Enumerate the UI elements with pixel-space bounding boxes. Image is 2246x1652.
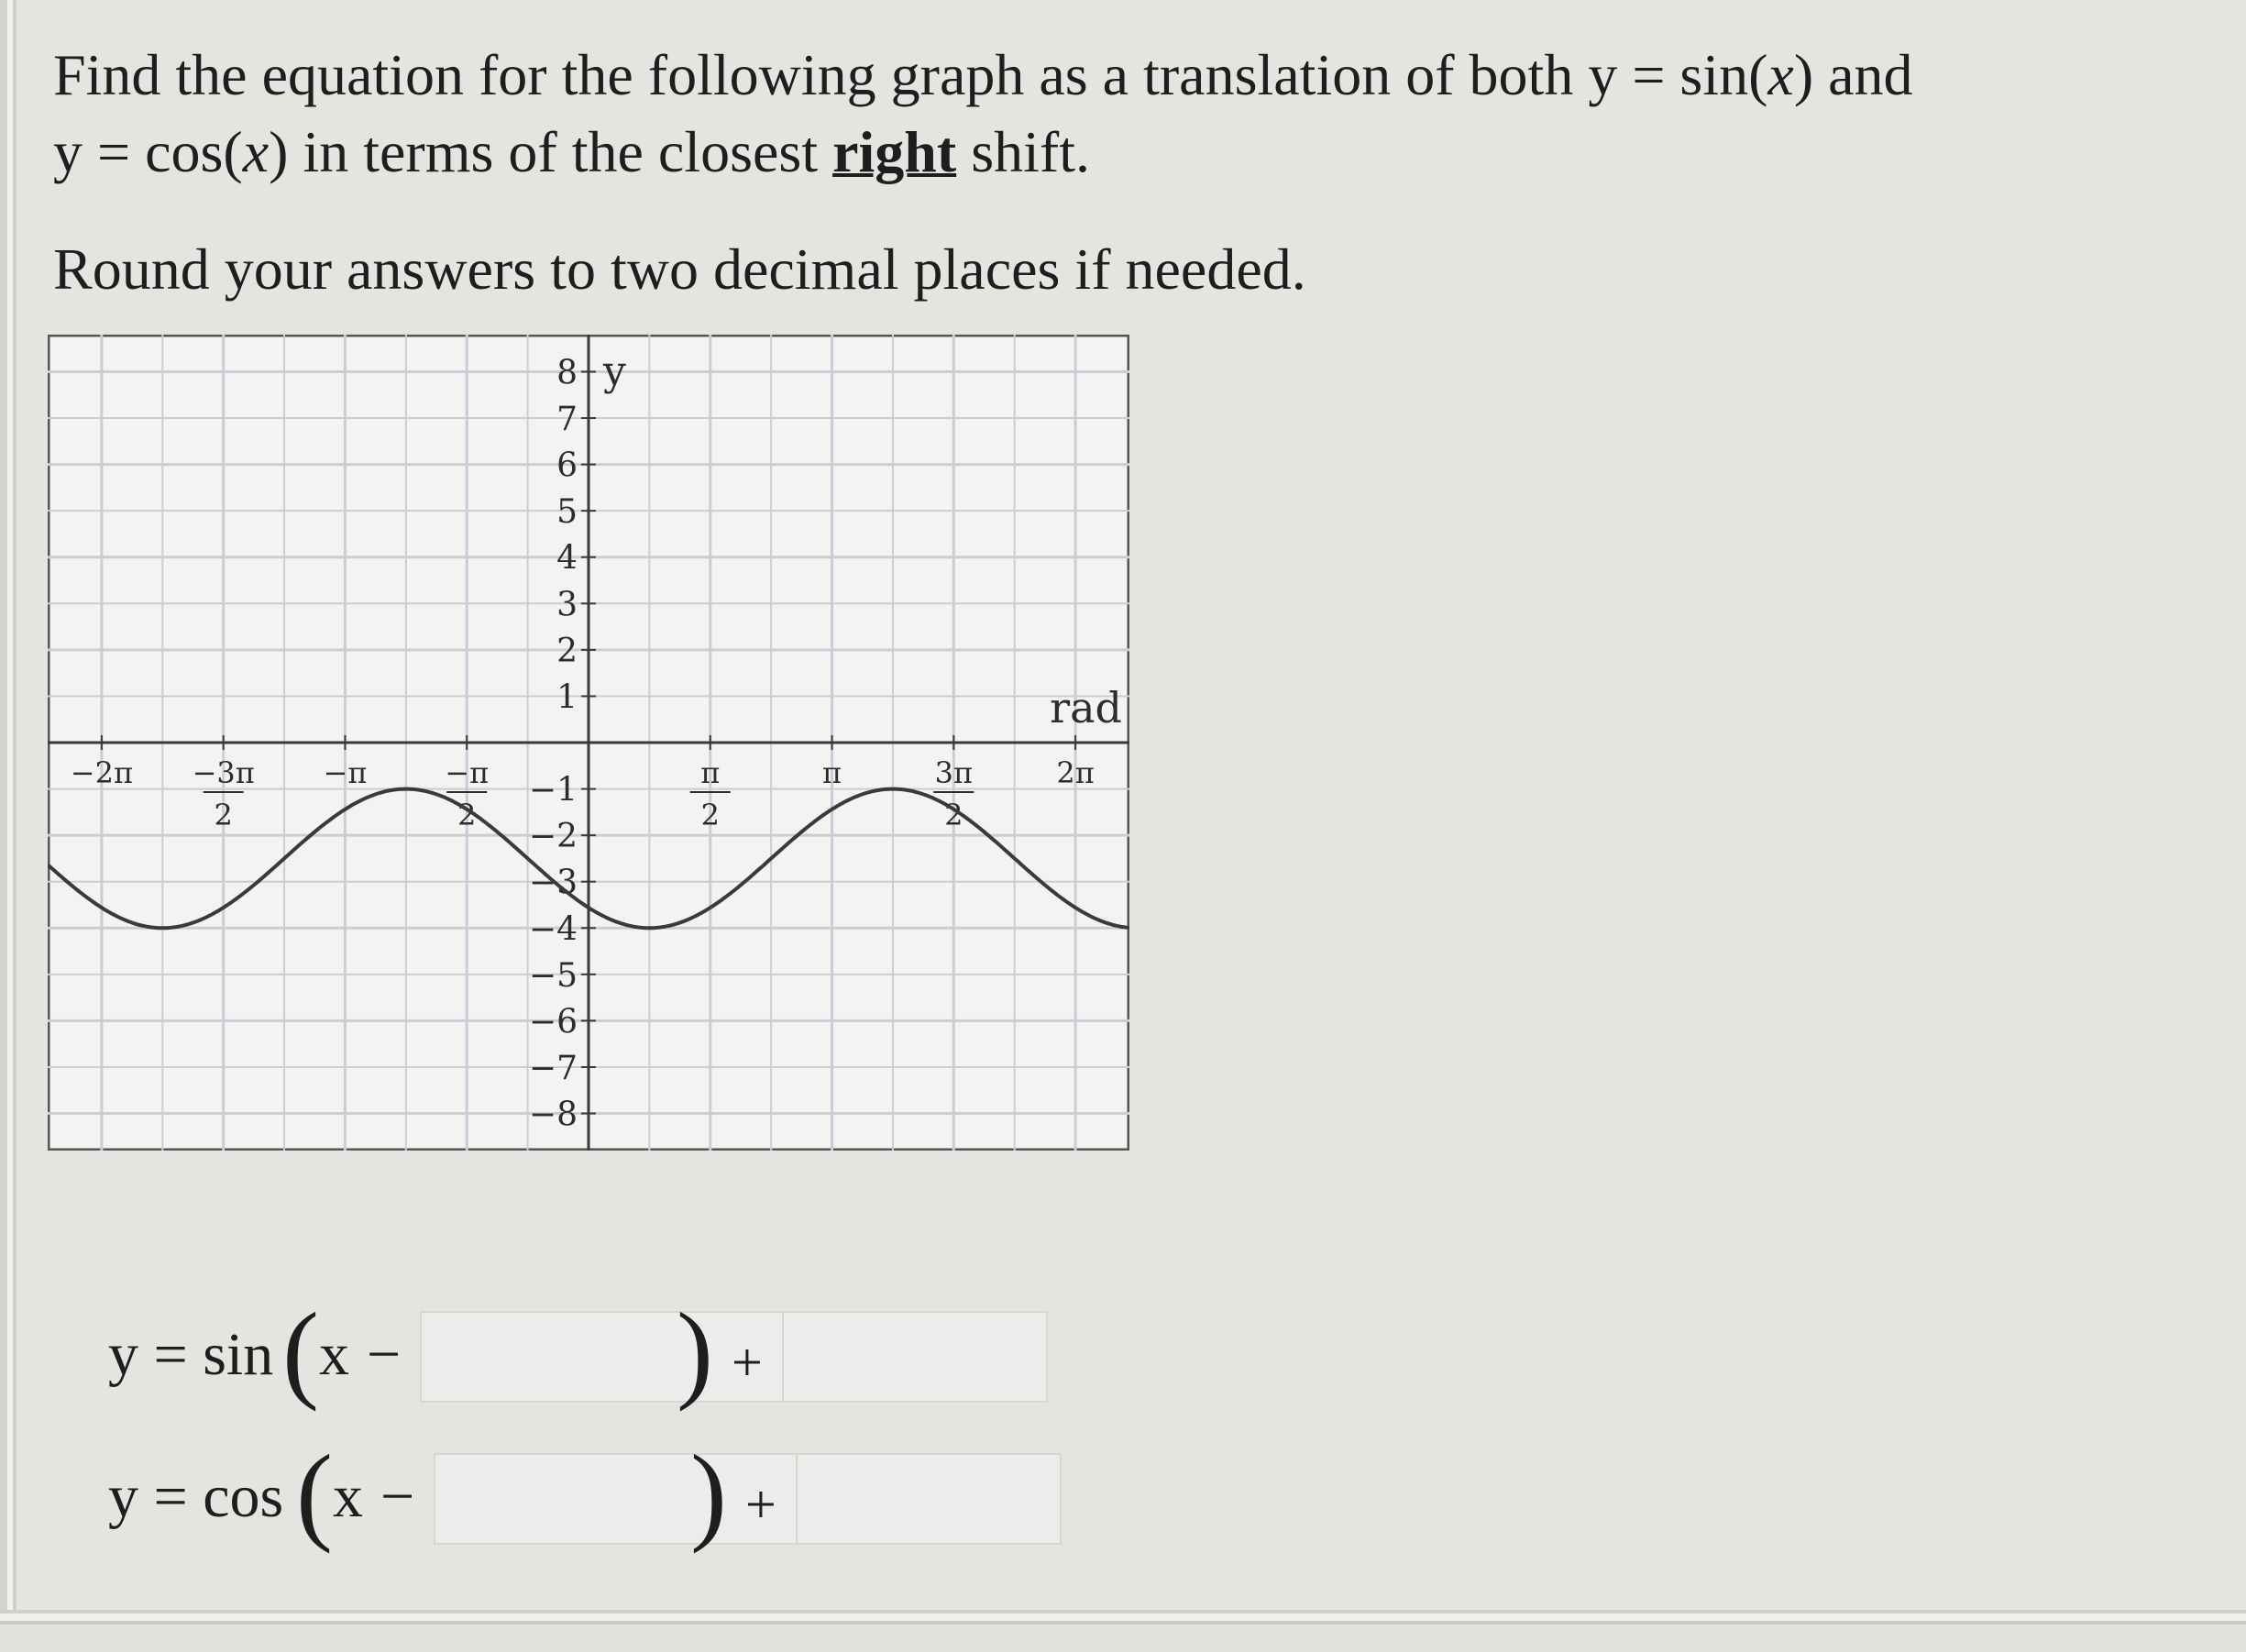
y-tick-label: 5 [556, 493, 578, 532]
y-tick-label: 1 [556, 678, 578, 717]
x-tick-label: 2π [1056, 755, 1095, 790]
x-tick-label-numerator: −3π [192, 755, 255, 790]
y-tick-label: 6 [556, 446, 578, 485]
y-axis-label: y [603, 347, 626, 395]
y-tick-label: 4 [556, 539, 578, 578]
x-tick-label: −π [323, 755, 368, 790]
left-edge-rule [0, 0, 20, 1652]
sine-vertical-input[interactable] [782, 1311, 1048, 1403]
sine-plus: + [732, 1332, 763, 1393]
x-tick-label-numerator: 3π [934, 755, 974, 790]
question-text-part: shift. [956, 119, 1090, 184]
sine-x: x [319, 1321, 349, 1388]
y-tick-label: 3 [556, 586, 578, 624]
question-line-1 [53, 37, 2162, 114]
x-tick-label-denominator: 2 [700, 798, 720, 832]
cosine-open-paren: ( [296, 1432, 333, 1554]
sine-prefix: y = sin [108, 1321, 274, 1388]
cosine-vertical-input[interactable] [796, 1453, 1062, 1545]
y-tick-label: −8 [528, 1096, 578, 1134]
sine-close-paren: ) [677, 1290, 713, 1412]
x-tick-label-denominator: 2 [214, 798, 233, 832]
y-tick-label: 7 [556, 401, 578, 439]
y-tick-label: −1 [528, 771, 578, 809]
cosine-minus: − [380, 1463, 415, 1530]
x-tick-label-denominator: 2 [944, 798, 963, 832]
x-axis-unit-label: rad [1050, 683, 1122, 732]
question-line-2 [53, 114, 2162, 191]
x-tick-label: −2π [70, 755, 134, 790]
x-tick-label-denominator: 2 [457, 798, 477, 832]
keyword-right: right [832, 119, 957, 184]
y-tick-label: −6 [528, 1003, 578, 1041]
cosine-close-paren: ) [690, 1432, 727, 1554]
y-tick-label: −7 [528, 1049, 578, 1087]
y-tick-label: −4 [528, 910, 578, 949]
question-text [53, 37, 2162, 191]
question-text-part: ) and [1793, 42, 1913, 107]
math-variable: x [1767, 42, 1794, 107]
question-text-part: ) in terms of the closest [269, 119, 833, 184]
x-tick-label: π [822, 755, 842, 790]
cosine-prefix: y = cos [108, 1463, 284, 1530]
sine-minus: − [367, 1321, 402, 1388]
sinusoid-graph [48, 335, 1129, 1151]
cosine-plus: + [745, 1474, 776, 1535]
y-tick-label: 2 [556, 632, 578, 670]
question-text-part: Find the equation for the following graph as a translation of both y = sin( [53, 42, 1768, 107]
cosine-equation-row [108, 1432, 1071, 1563]
sine-open-paren: ( [282, 1290, 319, 1412]
x-tick-label-numerator: π [700, 755, 721, 790]
question-text-part: y = cos( [53, 119, 243, 184]
y-tick-label: −2 [528, 818, 578, 856]
y-tick-label: −3 [528, 864, 578, 902]
round-instruction: Round your answers to two decimal places if needed. [53, 237, 1306, 302]
sine-equation-row [108, 1290, 1071, 1421]
y-tick-label: −5 [528, 956, 578, 995]
y-tick-label: 8 [556, 354, 578, 392]
cosine-x: x [333, 1463, 363, 1530]
math-variable: x [242, 119, 270, 184]
x-tick-label-numerator: −π [445, 755, 490, 790]
bottom-edge-rule [0, 1610, 2246, 1652]
